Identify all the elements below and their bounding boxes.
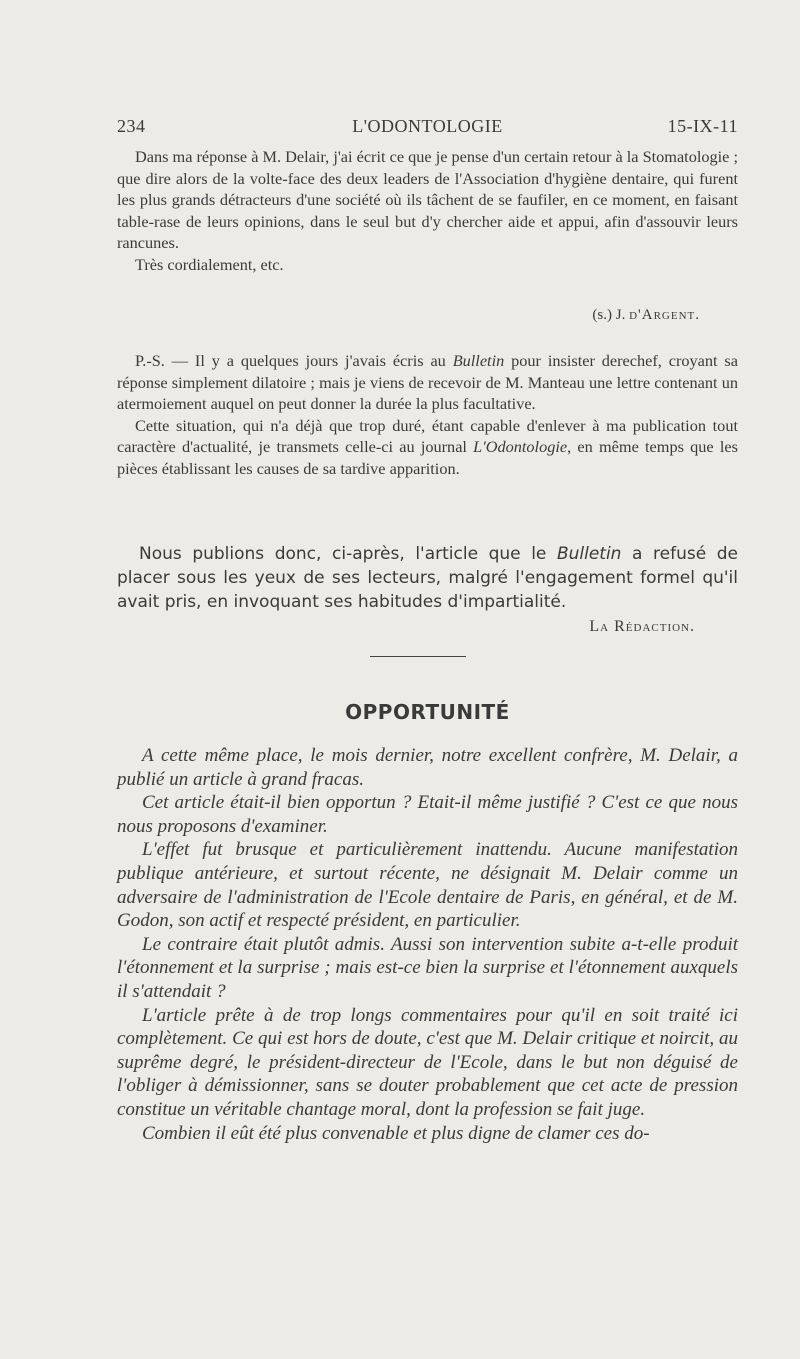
letter-signature: [117, 307, 700, 324]
redaction-note-text: [117, 542, 738, 614]
ps1-bulletin-title: Bulletin: [452, 351, 505, 370]
article-paragraph: Le contraire était plutôt admis. Aussi son intervention subite a-t-elle produit l'étonnement et la surprise ; mais est-ce bien la surprise et l'étonnement auxquels il s'attendait ?: [117, 933, 738, 1002]
letter-closing: Très cordialement, etc.: [135, 254, 284, 274]
article-paragraph: Cet article était-il bien opportun ? Etait-il même justifié ? C'est ce que nous nous proposons d'examiner.: [117, 792, 738, 837]
redaction-signature: La Rédaction.: [589, 618, 695, 635]
ps2-start: Cette situation, qui n'a déjà que trop duré, étant capable d'enlever à ma publication tout caractère d'actualité, je transmets celle-ci au journal: [117, 415, 738, 456]
ps1-end: pour insister derechef, croyant sa réponse simplement dilatoire ; mais je viens de recevoir de M. Manteau une lettre contenant un atermoiement auquel on peut donner la durée la plus facultative.: [117, 351, 738, 413]
redaction-note: [117, 542, 738, 614]
article-paragraph: Combien il eût été plus convenable et plus digne de clamer ces do-: [142, 1122, 650, 1144]
article-title: OPPORTUNITÉ: [345, 700, 510, 724]
signature-name: d'Argent.: [629, 307, 700, 323]
section-divider: [370, 656, 466, 657]
page-number: 234: [117, 116, 146, 136]
running-header: [117, 116, 738, 138]
letter-paragraph-1: [117, 146, 738, 275]
article-paragraph: L'effet fut brusque et particulièrement inattendu. Aucune manifestation publique antérieure, et surtout récente, ne désignait M. Delair comme un adversaire de l'administration de l'Ecole dentaire de Paris, en général, et de M. Godon, son actif et respecté président, en particulier.: [117, 839, 738, 932]
article-body: [117, 744, 738, 1145]
ps1-start: P.-S. — Il y a quelques jours j'avais écris au: [135, 351, 453, 370]
signature-prefix: (s.) J.: [592, 307, 630, 323]
postscript-paragraph-1: [117, 350, 738, 415]
postscript-paragraph-2: [117, 415, 738, 480]
ps2-end: , en même temps que les pièces établissant les causes de sa tardive apparition.: [117, 437, 738, 478]
postscript: [117, 350, 738, 479]
note-end: a refusé de placer sous les yeux de ses lecteurs, malgré l'engagement formel qu'il avait pris, en invoquant ses habitudes d'impartialité.: [117, 544, 738, 612]
note-start: Nous publions donc, ci-après, l'article que le: [139, 544, 557, 564]
issue-date: 15-IX-11: [667, 116, 738, 136]
note-bulletin-title: Bulletin: [556, 544, 622, 564]
ps2-journal-title: L'Odontologie: [473, 437, 568, 456]
journal-title: L'ODONTOLOGIE: [352, 116, 503, 136]
article-paragraph: L'article prête à de trop longs commentaires pour qu'il en soit traité ici complètement. Ce qui est hors de doute, c'est que M. Delair critique et noircit, au suprême degré, le président-directeur de l'Ecole, dans le but non déguisé de l'obliger à démissionner, sans se douter probablement que cet acte de pression constitue un véritable chantage moral, dont la profession se fait juge.: [117, 1004, 738, 1120]
article-paragraph: A cette même place, le mois dernier, notre excellent confrère, M. Delair, a publié un article à grand fracas.: [117, 745, 738, 790]
letter-body-text: Dans ma réponse à M. Delair, j'ai écrit ce que je pense d'un certain retour à la Stomatologie ; que dire alors de la volte-face des deux leaders de l'Association d'hygiène dentaire, qui furent les plus grands détracteurs d'une société où ils tâchent de se faufiler, en ce moment, en faisant table-rase de leurs opinions, dans le seul but d'y chercher aide et appui, afin d'assouvir leurs rancunes.: [117, 147, 738, 252]
